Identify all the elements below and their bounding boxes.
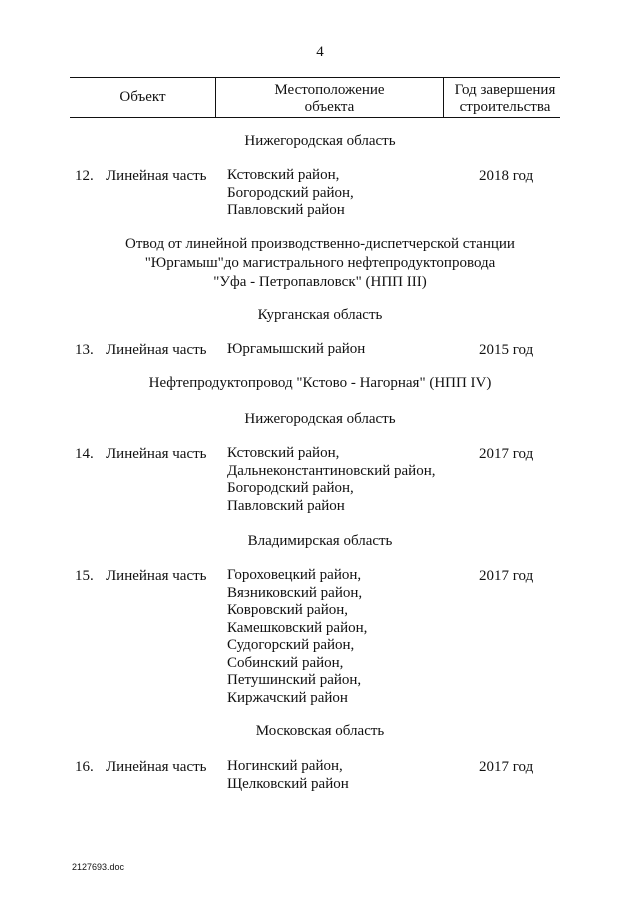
row-locations (227, 167, 354, 220)
region-heading: Владимирская область (247, 533, 393, 549)
location-line: Кстовский район, (227, 445, 340, 461)
row-number: 15. (75, 568, 94, 584)
row-object: Линейная часть (106, 446, 207, 462)
row-year: 2015 год (479, 342, 534, 358)
table-header-bottom-rule (70, 117, 560, 118)
row-year: 2017 год (479, 568, 534, 584)
page-number: 4 (316, 44, 324, 60)
location-line: Павловский район (227, 497, 345, 514)
header-year-line2: строительства (459, 99, 551, 115)
location-line: Гороховецкий район, (227, 567, 362, 583)
location-line: Богородский район, (227, 480, 354, 496)
row-year: 2017 год (479, 446, 534, 462)
location-line: Собинский район, (227, 654, 344, 671)
row-year: 2017 год (479, 759, 534, 775)
region-heading: Курганская область (257, 307, 383, 323)
header-year-line1: Год завершения (454, 82, 556, 98)
row-number: 16. (75, 759, 94, 775)
row-object: Линейная часть (106, 568, 207, 584)
location-line: Кстовский район, (227, 167, 340, 183)
region-heading: Московская область (255, 723, 385, 739)
location-line: Петушинский район, (227, 672, 362, 688)
row-locations (227, 341, 365, 359)
row-number: 12. (75, 168, 94, 184)
row-locations (227, 445, 435, 515)
row-object: Линейная часть (106, 759, 207, 775)
row-number: 13. (75, 342, 94, 358)
location-line: Камешковский район, (227, 619, 368, 636)
row-number: 14. (75, 446, 94, 462)
location-line: Щелковский район (227, 775, 349, 792)
region-heading: Нижегородская область (244, 133, 396, 149)
location-line: Дальнеконстантиновский район, (227, 462, 436, 479)
location-line: Киржачский район (227, 689, 348, 706)
location-line: Богородский район, (227, 184, 354, 201)
location-line: Судогорский район, (227, 637, 355, 653)
header-location-line2: объекта (304, 99, 355, 115)
location-line: Ковровский район, (227, 602, 349, 618)
location-line: Ногинский район, (227, 758, 343, 774)
pipeline-title-line1: Отвод от линейной производственно-диспетчерской станции (125, 236, 515, 252)
table-header-top-rule (70, 77, 560, 78)
header-year (444, 82, 566, 116)
file-name-footer: 2127693.doc (72, 862, 125, 872)
header-location-line1: Местоположение (274, 82, 385, 98)
row-locations (227, 758, 349, 793)
pipeline-title-line2: "Юргамыш"до магистрального нефтепродуктопровода (144, 255, 496, 271)
row-year: 2018 год (479, 168, 534, 184)
pipeline-title: Нефтепродуктопровод "Кстово - Нагорная" (НПП IV) (148, 375, 492, 391)
region-heading: Нижегородская область (244, 411, 396, 427)
row-object: Линейная часть (106, 168, 207, 184)
row-locations (227, 567, 367, 707)
location-line: Юргамышский район (227, 341, 366, 357)
pipeline-title-line3: "Уфа - Петропавловск" (НПП III) (213, 274, 427, 290)
row-object: Линейная часть (106, 342, 207, 358)
location-line: Павловский район (227, 202, 345, 218)
pipeline-title (60, 235, 580, 292)
header-object: Объект (119, 89, 166, 105)
location-line: Вязниковский район, (227, 584, 363, 601)
header-location (216, 82, 443, 116)
